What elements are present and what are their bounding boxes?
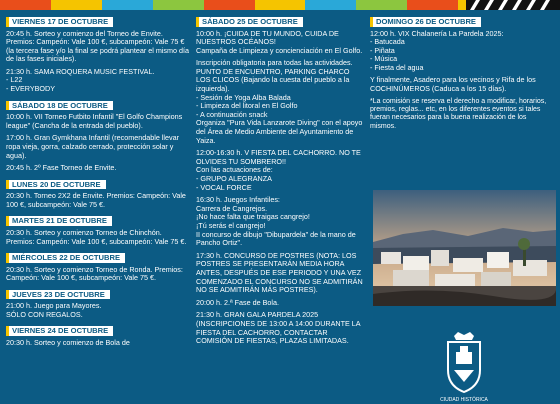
day-heading: MIÉRCOLES 22 DE OCTUBRE — [6, 253, 125, 263]
stripe-segment — [356, 0, 407, 10]
day-heading: MARTES 21 DE OCTUBRE — [6, 216, 112, 226]
event-entry: 12:00 h. VIX Chalanería La Pardela 2025: - Batucada - Piñata - Música - Fiesta del agua — [370, 28, 504, 72]
schedule-column-1 — [6, 14, 191, 352]
event-entry: 20:45 h. 2º Fase Torneo de Envite. — [6, 163, 117, 173]
stripe-segment — [102, 0, 153, 10]
schedule-column-2 — [196, 14, 364, 350]
shield-caption: CIUDAD HISTÓRICA — [440, 397, 488, 403]
disclaimer-note: *La comisión se reserva el derecho a modificar, horarios, premios, reglas... etc, en los diferentes eventos si tales fueran necesarios para la buena realización de los mismos. — [370, 97, 547, 130]
event-entry: 17:00 h. Gran Gymkhana Infantil (recomendable llevar ropa vieja, gorra, calzado cerrado, protección solar y agua). — [6, 133, 179, 160]
event-entry: 20:45 h. Sorteo y comienzo del Torneo de Envite. Premios: Campeón: Vale 100 €, subcampeón: Vale 75 € (la tercera fase y/o la final se podrá plantear el mismo día de las fases iniciales). — [6, 28, 189, 64]
stripe-segment — [153, 0, 204, 10]
stripe-segment — [0, 0, 51, 10]
day-heading: SÁBADO 18 DE OCTUBRE — [6, 101, 113, 111]
stripe-segment — [255, 0, 306, 10]
event-entry: 10:00 h. ¡CUIDA DE TU MUNDO, CUIDA DE NUESTROS OCÉANOS! Campaña de Limpieza y concienciación en El Golfo. — [196, 28, 363, 55]
schedule-column-3 — [370, 14, 554, 131]
day-heading: LUNES 20 DE OCTUBRE — [6, 180, 106, 190]
village-photo — [373, 190, 556, 306]
event-entry: 12:00-16:30 h. V FIESTA DEL CACHORRO. NO TE OLVIDES TU SOMBRERO!! Con las actuaciones de: - GRUPO ALEGRANZA - VOCAL FORCE — [196, 148, 361, 192]
top-right-decoration — [466, 0, 560, 10]
day-heading: DOMINGO 26 DE OCTUBRE — [370, 17, 481, 27]
town-shield-logo — [436, 330, 492, 404]
event-entry: 21:30 h. SAMA ROQUERA MUSIC FESTIVAL. - L22 - EVERYBODY — [6, 66, 155, 94]
day-heading: SÁBADO 25 DE OCTUBRE — [196, 17, 303, 27]
event-entry: 10:00 h. VII Torneo Futbito Infantil "El Golfo Champions league" (Cancha de la entrada del pueblo). — [6, 112, 183, 130]
event-entry: 21:00 h. Juego para Mayores. SÓLO CON REGALOS. — [6, 301, 102, 319]
event-entry: Y finalmente, Asadero para los vecinos y Rifa de los COCHINÚMEROS (Caduca a los 15 días). — [370, 75, 536, 94]
event-entry: 20:30 h. Torneo 2X2 de Envite. Premios: Campeón: Vale 100 €, subcampeón: Vale 75 €. — [6, 191, 186, 209]
event-entry: 16:30 h. Juegos Infantiles: Carrera de Cangrejos. ¡No hace falta que traigas cangrejo! ¡Tú serás el cangrejo! II concurso de dibujo "Dibupardela" de la mano de Pancho Ortiz". — [196, 195, 356, 248]
event-entry: Inscripción obligatoria para todas las actividades. PUNTO DE ENCUENTRO, PARKING CHARCO LOS CLICOS (Bajando la cuesta del pueblo a la izquierda). - Sesión de Yoga Alba Balada - Limpieza del litoral en El Golfo - A continuación snack Organiza "Pura Vida Lanzarote Diving" con el apoyo del Área de Medio Ambiente del Ayuntamiento de Yaiza. — [196, 58, 363, 145]
event-entry: 20:30 h. Sorteo y comienzo Torneo de Chinchón. Premios: Campeón: Vale 100 €, subcampeón: Vale 75 €. — [6, 227, 187, 246]
stripe-segment — [305, 0, 356, 10]
event-entry: 20:00 h. 2.ª Fase de Bola. — [196, 297, 279, 307]
event-entry: 20:30 h. Sorteo y comienzo Torneo de Ronda. Premios: Campeón: Vale 100 €, subcampeón: Vale 75 €. — [6, 264, 183, 283]
day-heading: JUEVES 23 DE OCTUBRE — [6, 290, 110, 300]
stripe-segment — [204, 0, 255, 10]
event-entry: 17:30 h. CONCURSO DE POSTRES (NOTA: LOS POSTRES SE PRESENTARÁN MEDIA HORA ANTES, DESPUÉS DE ESE PERIODO Y UNA VEZ COMENZADO EL CONCURSO NO SE ADMITIRÁN NO SE ADMITIRÁN MÁS POSTRES). — [196, 250, 363, 295]
event-entry: 20:30 h. Sorteo y comienzo de Bola de — [6, 337, 130, 347]
stripe-segment — [407, 0, 458, 10]
event-entry: 21:30 h. GRAN GALA PARDELA 2025 (INSCRIPCIONES DE 13:00 A 14:00 DURANTE LA FIESTA DEL CACHORRO, CONTACTAR COMISIÓN DE FIESTAS, PLAZAS LIMITADAS. — [196, 310, 361, 346]
stripe-segment — [51, 0, 102, 10]
day-heading: VIERNES 17 DE OCTUBRE — [6, 17, 113, 27]
day-heading: VIERNES 24 DE OCTUBRE — [6, 326, 113, 336]
